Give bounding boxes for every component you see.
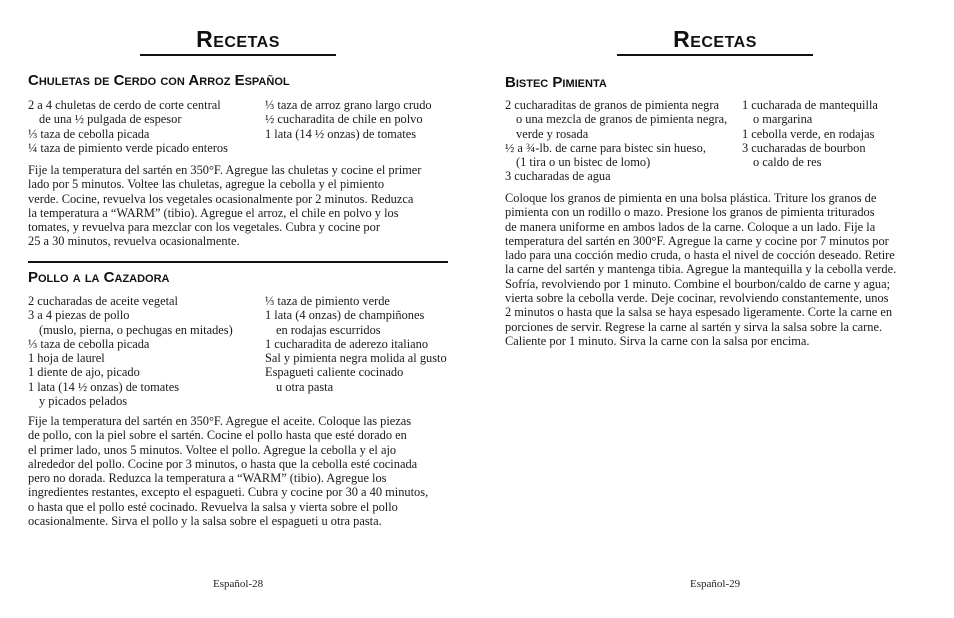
directions-chuletas <box>28 163 453 249</box>
directions-line: la temperatura a “WARM” (tibio). Agregue el arroz, el chile en polvo y los <box>28 205 399 220</box>
ingredient-item: 2 a 4 chuletas de cerdo de corte central <box>28 98 221 112</box>
ingredients-col1-chuletas <box>28 98 228 155</box>
directions-line: Coloque los granos de pimienta en una bolsa plástica. Triture los granos de <box>505 191 877 205</box>
directions-line: Fije la temperatura del sartén en 350°F. Agregue el aceite. Coloque las piezas <box>28 414 412 428</box>
ingredient-item: ⅓ taza de cebolla picada <box>28 126 150 141</box>
ingredient-item: (1 tira o un bistec de lomo) <box>516 155 651 170</box>
ingredient-item: 3 cucharadas de agua <box>505 169 611 184</box>
ingredient-item: 1 cucharada de mantequilla <box>742 98 878 112</box>
right-page <box>505 0 925 618</box>
left-page <box>28 0 448 618</box>
directions-line: Sofría, revolviendo por 1 minuto. Combine el bourbon/caldo de carne y agua; <box>505 276 891 291</box>
ingredient-item: ⅓ taza de cebolla picada <box>28 336 150 351</box>
ingredient-item: de una ½ pulgada de espesor <box>39 112 182 127</box>
directions-line: alrededor del pollo. Cocine por 3 minutos, o hasta que la cebolla esté cocinada <box>28 456 418 471</box>
ingredient-item: 3 cucharadas de bourbon <box>742 140 866 155</box>
page-title: Recetas <box>140 26 336 56</box>
ingredient-item: Espagueti caliente cocinado <box>265 365 404 380</box>
ingredient-item: 2 cucharadas de aceite vegetal <box>28 294 178 308</box>
ingredient-item: 1 hoja de laurel <box>28 351 105 366</box>
directions-line: tomates, y revuelva para mezclar con los vegetales. Cubra y cocine por <box>28 220 380 235</box>
ingredient-item: ¼ taza de pimiento verde picado enteros <box>28 140 228 155</box>
ingredient-item: verde y rosada <box>516 126 589 141</box>
directions-line: lado para una cocción medio cruda, o hasta el nivel de cocción deseado. Retire <box>505 248 895 263</box>
recipe-title-bistec: Bistec Pimienta <box>505 74 607 91</box>
directions-line: 2 minutos o hasta que la salsa se haya espesado ligeramente. Corte la carne en <box>505 305 893 320</box>
page-title: Recetas <box>617 26 813 56</box>
ingredient-item: en rodajas escurridos <box>276 322 381 337</box>
ingredient-item: 1 cucharadita de aderezo italiano <box>265 336 429 351</box>
ingredient-item: 1 lata (14 ½ onzas) de tomates <box>28 379 180 394</box>
directions-line: el primer lado, unos 5 minutos. Voltee el pollo. Agregue la cebolla y el ajo <box>28 442 397 457</box>
directions-line: o hasta que el pollo esté cocinado. Revuelva la salsa y vierta sobre el pollo <box>28 499 398 514</box>
ingredient-item: ⅓ taza de arroz grano largo crudo <box>265 98 432 112</box>
directions-line: de pollo, con la piel sobre el sartén. Cocine el pollo hasta que esté dorado en <box>28 428 407 443</box>
ingredient-item: 1 diente de ajo, picado <box>28 365 140 380</box>
directions-line: lado por 5 minutos. Voltee las chuletas, agregue la cebolla y el pimiento <box>28 177 385 192</box>
ingredients-col1-bistec <box>505 98 727 184</box>
ingredient-item: 1 lata (14 ½ onzas) de tomates <box>265 126 417 141</box>
ingredients-col2-pollo <box>265 294 447 394</box>
directions-line: Fije la temperatura del sartén en 350°F. Agregue las chuletas y cocine el primer <box>28 163 422 177</box>
page-number: Español-28 <box>213 578 264 590</box>
directions-line: pero no dorada. Reduzca la temperatura a “WARM” (tibio). Agregue los <box>28 471 387 486</box>
ingredient-item: 2 cucharaditas de granos de pimienta negra <box>505 98 719 112</box>
directions-line: temperatura del sartén en 300°F. Agregue la carne y cocine por 7 minutos por <box>505 233 889 248</box>
page-number: Español-29 <box>690 578 741 590</box>
ingredient-item: y picados pelados <box>39 394 128 409</box>
ingredient-item: ½ a ¾-lb. de carne para bistec sin hueso, <box>505 140 706 155</box>
ingredient-item: o una mezcla de granos de pimienta negra, <box>516 112 728 127</box>
ingredient-item: u otra pasta <box>276 379 334 394</box>
recipe-title-chuletas: Chuletas de Cerdo con Arroz Español <box>28 72 290 89</box>
recipe-title-pollo: Pollo a la Cazadora <box>28 269 170 286</box>
section-divider <box>28 261 448 263</box>
ingredient-item: o margarina <box>753 112 813 127</box>
directions-line: ingredientes restantes, excepto el espagueti. Cubra y cocine por 30 a 40 minutos, <box>28 485 429 500</box>
ingredient-item: ⅓ taza de pimiento verde <box>265 294 390 308</box>
ingredient-item: 3 a 4 piezas de pollo <box>28 308 130 323</box>
directions-line: verde. Cocine, revuelva los vegetales ocasionalmente por 2 minutos. Reduzca <box>28 191 414 206</box>
directions-line: porciones de servir. Regrese la carne al sartén y sirva la salsa sobre la carne. <box>505 319 883 334</box>
ingredient-item: 1 lata (4 onzas) de champiñones <box>265 308 425 323</box>
directions-line: pimienta con un rodillo o mazo. Presione los granos de pimienta triturados <box>505 205 875 220</box>
ingredients-col1-pollo <box>28 294 233 408</box>
directions-line: 25 a 30 minutos, revuelva ocasionalmente. <box>28 234 240 249</box>
directions-line: vierta sobre la cebolla verde. Deje cocinar, revolviendo constantemente, unos <box>505 291 889 306</box>
directions-pollo <box>28 414 453 528</box>
ingredient-item: Sal y pimienta negra molida al gusto <box>265 351 447 366</box>
directions-bistec <box>505 191 930 348</box>
directions-line: de manera uniforme en ambos lados de la carne. Coloque a un lado. Fije la <box>505 219 876 234</box>
ingredients-col2-bistec <box>742 98 878 169</box>
ingredient-item: 1 cebolla verde, en rodajas <box>742 126 875 141</box>
ingredient-item: (muslo, pierna, o pechugas en mitades) <box>39 322 233 337</box>
directions-line: ocasionalmente. Sirva el pollo y la salsa sobre el espagueti u otra pasta. <box>28 514 382 529</box>
ingredient-item: ½ cucharadita de chile en polvo <box>265 112 423 127</box>
directions-line: Caliente por 1 minuto. Sirva la carne con la salsa por encima. <box>505 333 810 348</box>
ingredient-item: o caldo de res <box>753 155 822 170</box>
ingredients-col2-chuletas <box>265 98 432 141</box>
directions-line: la carne del sartén y mantenga tibia. Agregue la mantequilla y la cebolla verde. <box>505 262 897 277</box>
